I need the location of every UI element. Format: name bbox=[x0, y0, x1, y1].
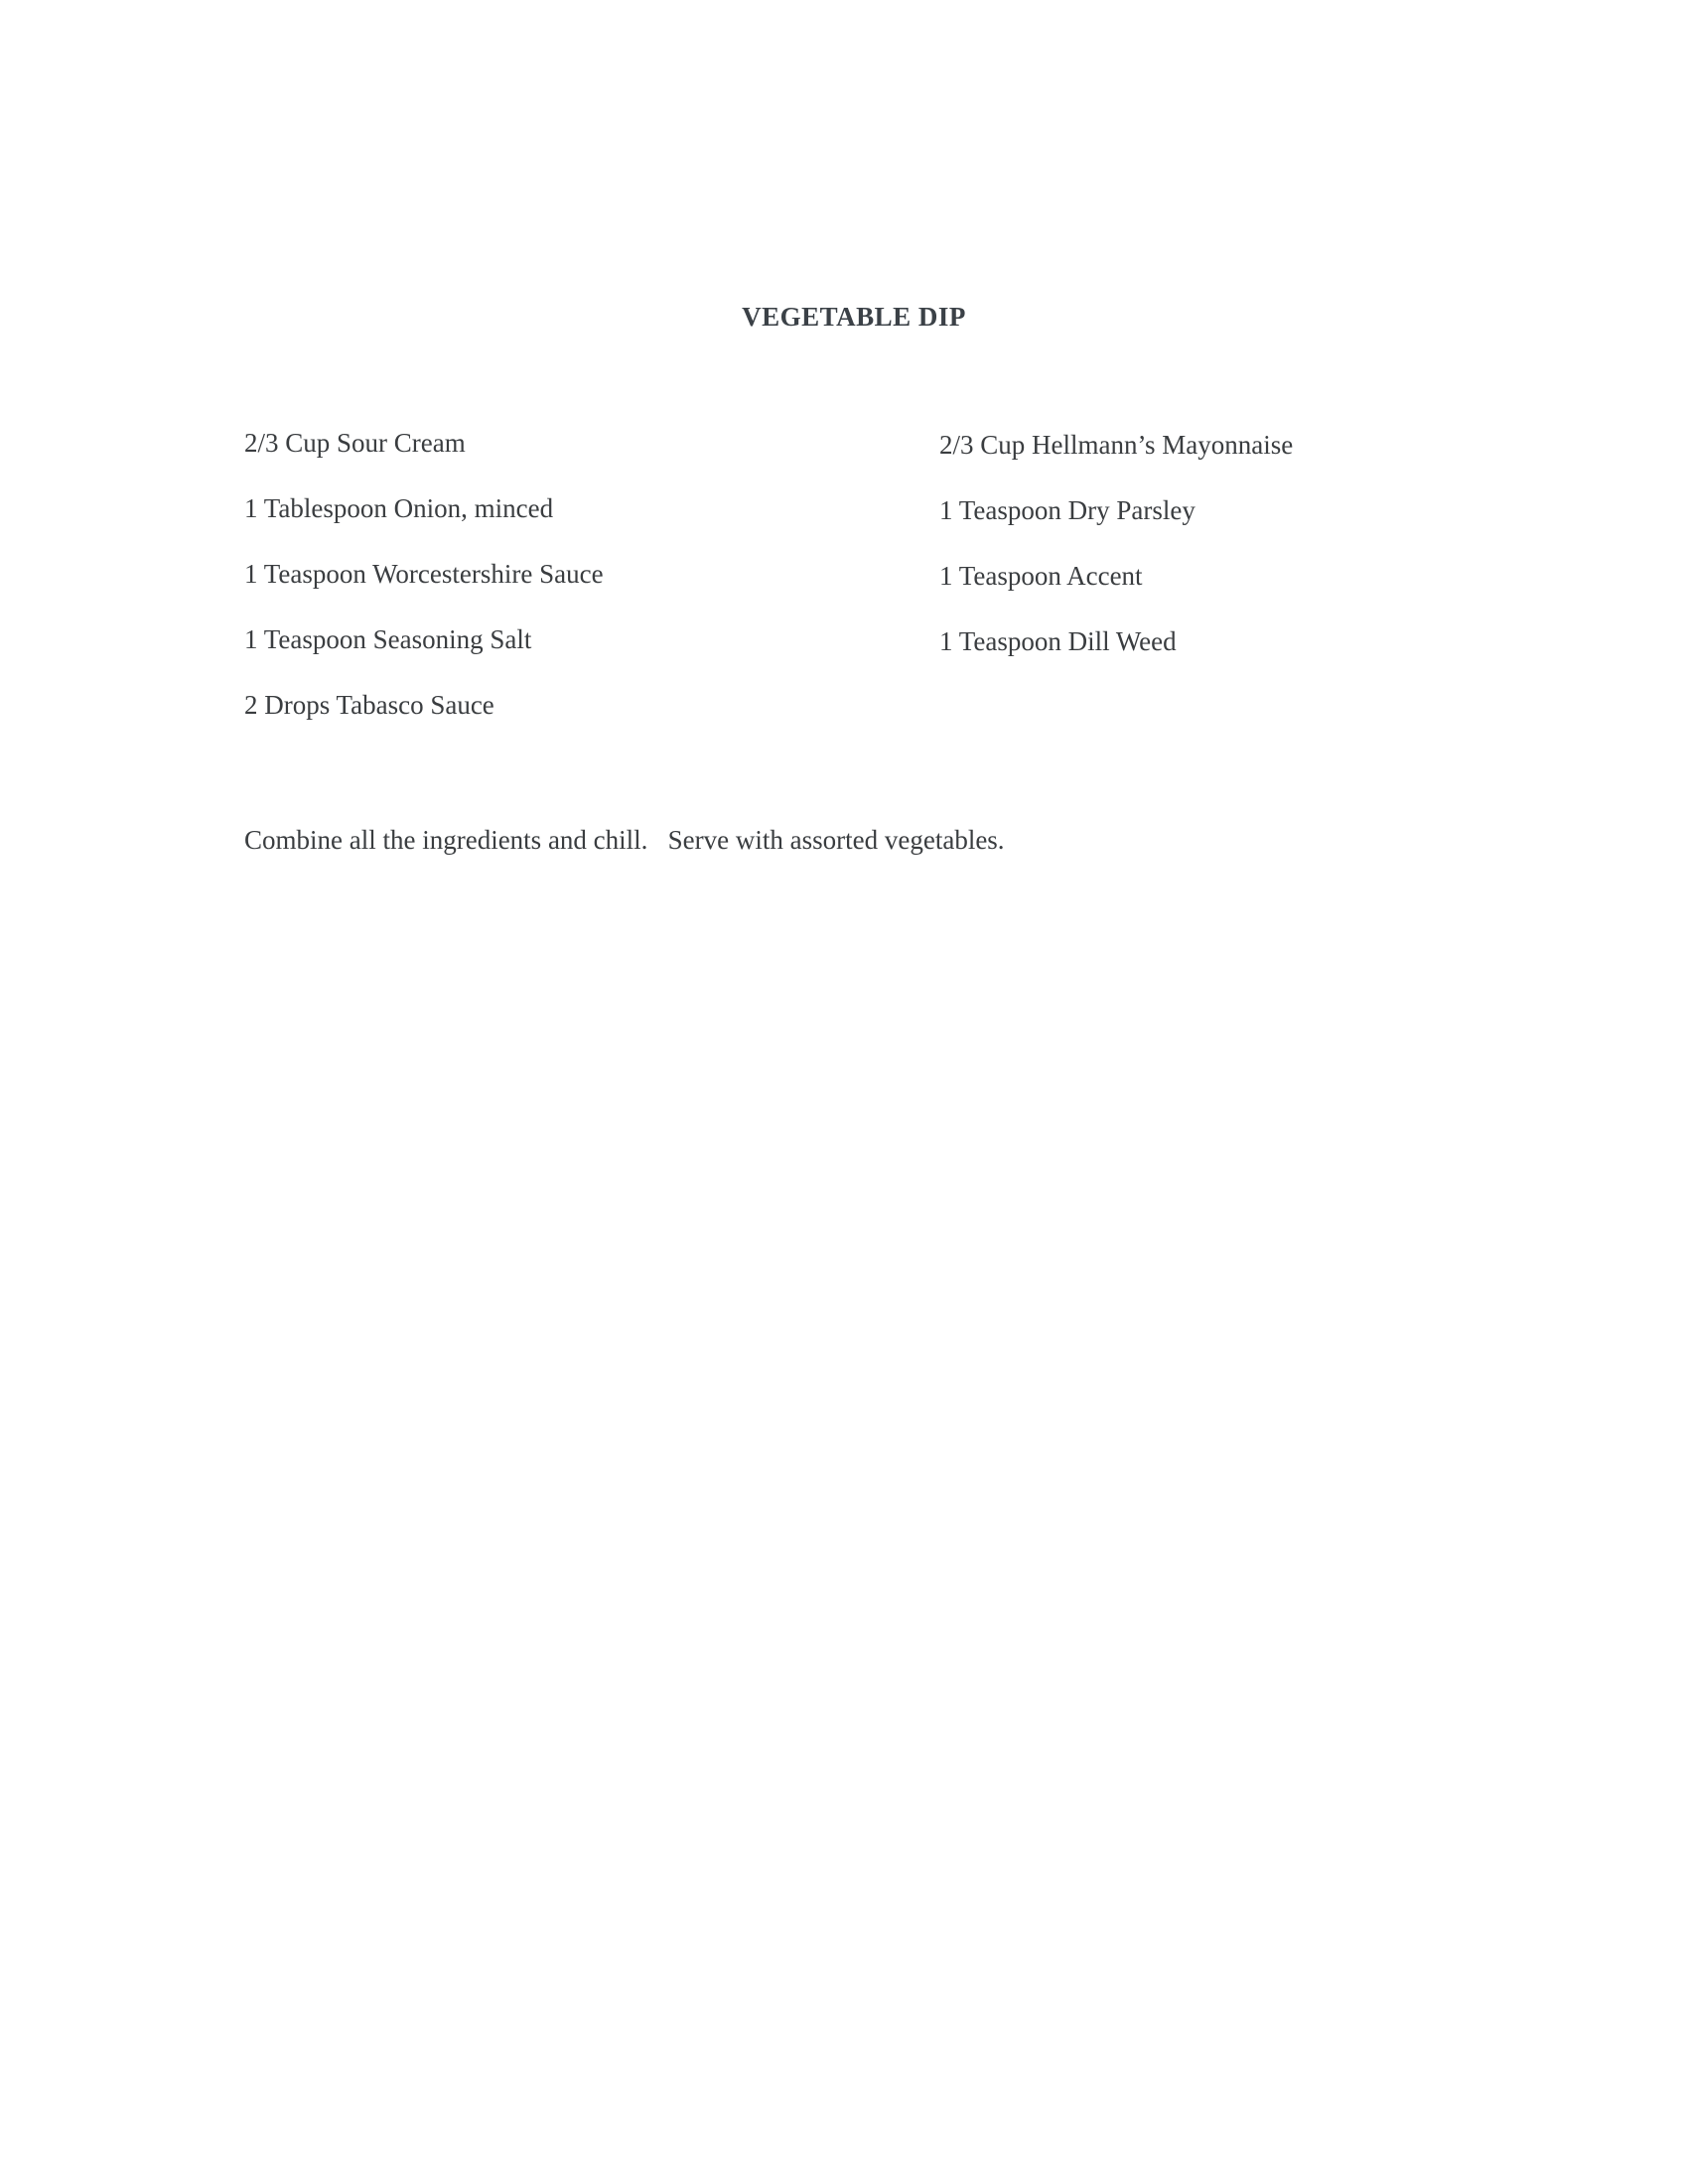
ingredient-item: 2/3 Cup Sour Cream bbox=[244, 428, 466, 458]
ingredients-right-column bbox=[939, 429, 1575, 691]
ingredient-item: 1 Tablespoon Onion, minced bbox=[244, 493, 554, 523]
ingredient-item: 1 Teaspoon Dill Weed bbox=[939, 626, 1177, 656]
ingredients-left-column bbox=[244, 427, 880, 754]
recipe-title: VEGETABLE DIP bbox=[742, 302, 966, 332]
ingredient-item: 1 Teaspoon Worcestershire Sauce bbox=[244, 559, 604, 589]
recipe-instructions: Combine all the ingredients and chill. Serve with assorted vegetables. bbox=[244, 825, 1005, 855]
ingredient-item: 1 Teaspoon Dry Parsley bbox=[939, 495, 1196, 525]
ingredient-item: 1 Teaspoon Accent bbox=[939, 561, 1143, 591]
ingredient-item: 2 Drops Tabasco Sauce bbox=[244, 690, 494, 720]
ingredient-item: 2/3 Cup Hellmann’s Mayonnaise bbox=[939, 430, 1294, 460]
ingredient-item: 1 Teaspoon Seasoning Salt bbox=[244, 624, 532, 654]
